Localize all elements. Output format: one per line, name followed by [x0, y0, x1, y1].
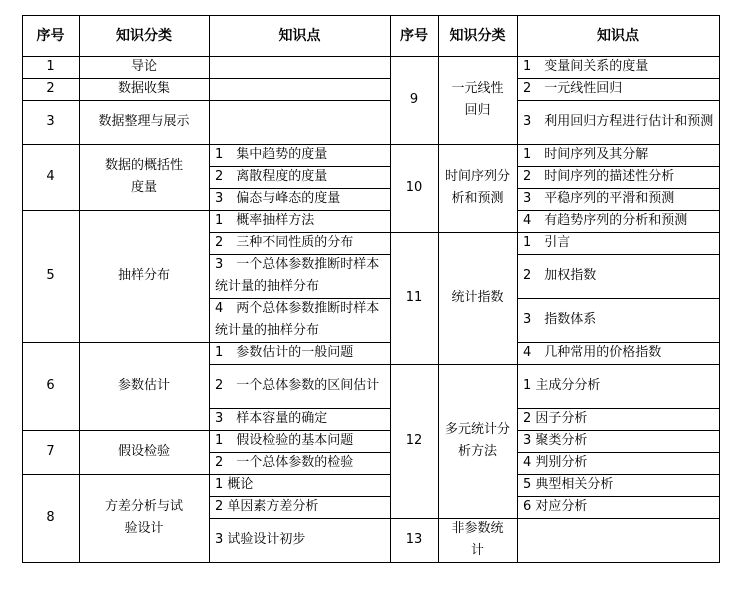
- knowledge-point: 2 因子分析: [523, 411, 588, 426]
- row-number: 2: [46, 81, 55, 96]
- category-cell: 数据收集: [117, 81, 170, 96]
- category-cell: 假设检验: [117, 444, 170, 459]
- knowledge-point: 5 典型相关分析: [523, 477, 614, 492]
- header-category-right: 知识分类: [449, 27, 506, 44]
- knowledge-point: 1 时间序列及其分解: [523, 147, 649, 162]
- category-cell: 抽样分布: [117, 268, 170, 283]
- knowledge-point: 1 主成分分析: [523, 378, 601, 393]
- row-number: 5: [46, 268, 55, 283]
- knowledge-point: 3 样本容量的确定: [215, 411, 328, 426]
- header-category-left: 知识分类: [116, 27, 172, 44]
- knowledge-point: 4 判别分析: [523, 455, 588, 470]
- row-number: 12: [405, 433, 423, 448]
- row-number: 11: [405, 290, 423, 305]
- row-number: 8: [46, 510, 55, 525]
- knowledge-point: 1 引言: [523, 235, 571, 250]
- knowledge-point: 1 参数估计的一般问题: [215, 345, 354, 360]
- knowledge-point: 1 概论: [215, 477, 254, 492]
- knowledge-point: 6 对应分析: [523, 499, 588, 514]
- knowledge-point: 1 变量间关系的度量: [523, 59, 649, 74]
- knowledge-point: 3 指数体系: [523, 312, 597, 327]
- knowledge-point: 4 两个总体参数推断时样本统计量的抽样分布: [215, 301, 380, 338]
- knowledge-point: 3 一个总体参数推断时样本统计量的抽样分布: [215, 257, 380, 294]
- category-cell: 多元统计分析方法: [444, 422, 510, 459]
- category-cell: 数据整理与展示: [98, 114, 190, 129]
- knowledge-point: 2 离散程度的度量: [215, 169, 328, 184]
- knowledge-point: 2 三种不同性质的分布: [215, 235, 354, 250]
- header-no-right: 序号: [400, 27, 428, 44]
- knowledge-point: 2 一个总体参数的区间估计: [215, 378, 380, 393]
- knowledge-point: 3 偏态与峰态的度量: [215, 191, 341, 206]
- header-no-left: 序号: [36, 27, 65, 44]
- knowledge-point: 2 单因素方差分析: [215, 499, 319, 514]
- row-number: 4: [46, 169, 55, 184]
- category-cell: 非参数统计: [451, 521, 504, 558]
- header-points-left: 知识点: [278, 27, 321, 44]
- knowledge-point: 2 一元线性回归: [523, 81, 623, 96]
- category-cell: 统计指数: [451, 290, 504, 305]
- category-cell: 方差分析与试验设计: [104, 499, 183, 536]
- category-cell: 导论: [130, 59, 157, 74]
- category-cell: 参数估计: [117, 378, 170, 393]
- knowledge-point: 3 试验设计初步: [215, 532, 306, 547]
- knowledge-point: 1 假设检验的基本问题: [215, 433, 354, 448]
- category-cell: 数据的概括性度量: [104, 158, 183, 195]
- row-number: 10: [405, 180, 423, 195]
- header-points-right: 知识点: [597, 27, 639, 44]
- row-number: 7: [46, 444, 55, 459]
- knowledge-point: 1 概率抽样方法: [215, 213, 315, 228]
- row-number: 3: [46, 114, 55, 129]
- row-number: 6: [46, 378, 55, 393]
- category-cell: 一元线性回归: [451, 81, 504, 118]
- knowledge-point: 3 平稳序列的平滑和预测: [523, 191, 675, 206]
- knowledge-point: 3 聚类分析: [523, 433, 588, 448]
- knowledge-point: 3 利用回归方程进行估计和预测: [523, 114, 714, 129]
- knowledge-point: 2 加权指数: [523, 268, 597, 283]
- row-number: 9: [409, 92, 419, 107]
- knowledge-point: 4 有趋势序列的分析和预测: [523, 213, 688, 228]
- category-cell: 时间序列分析和预测: [444, 169, 510, 206]
- knowledge-point: 2 时间序列的描述性分析: [523, 169, 675, 184]
- knowledge-point: 4 几种常用的价格指数: [523, 345, 662, 360]
- row-number: 1: [46, 59, 55, 74]
- row-number: 13: [405, 532, 423, 547]
- knowledge-point: 2 一个总体参数的检验: [215, 455, 354, 470]
- knowledge-point: 1 集中趋势的度量: [215, 147, 328, 162]
